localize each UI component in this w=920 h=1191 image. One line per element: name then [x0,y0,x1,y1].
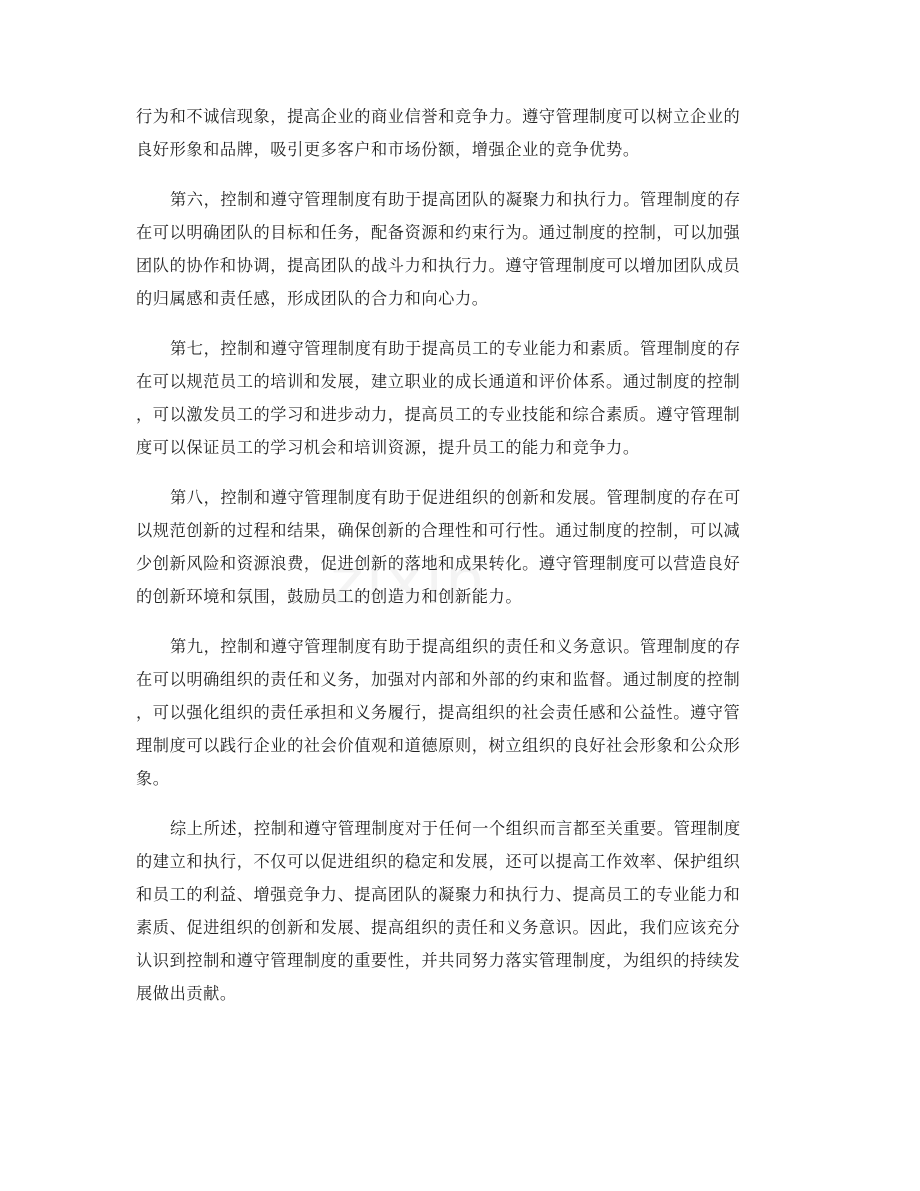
text-line: 在可以明确团队的目标和任务，配备资源和约束行为。通过制度的控制，可以加强 [136,223,741,242]
text-line: 在可以规范员工的培训和发展，建立职业的成长通道和评价体系。通过制度的控制 [136,372,741,391]
text-line: 以规范创新的过程和结果，确保创新的合理性和可行性。通过制度的控制，可以减 [136,521,741,540]
text-line: ，可以激发员工的学习和进步动力，提高员工的专业技能和综合素质。遵守管理制 [136,405,741,424]
text-line: 象。 [136,769,170,788]
text-line: 的归属感和责任感，形成团队的合力和向心力。 [136,289,489,308]
paragraph [136,183,784,315]
text-line: 的创新环境和氛围，鼓励员工的创造力和创新能力。 [136,587,523,606]
text-line: ，可以强化组织的责任承担和义务履行，提高组织的社会责任感和公益性。遵守管 [136,703,741,722]
text-line: 行为和不诚信现象，提高企业的商业信誉和竞争力。遵守管理制度可以树立企业的 [136,107,741,126]
text-line: 团队的协作和协调，提高团队的战斗力和执行力。遵守管理制度可以增加团队成员 [136,256,741,275]
text-line: 素质、促进组织的创新和发展、提高组织的责任和义务意识。因此，我们应该充分 [136,918,741,937]
text-line: 的建立和执行，不仅可以促进组织的稳定和发展，还可以提高工作效率、保护组织 [136,852,741,871]
text-line: 第九，控制和遵守管理制度有助于提高组织的责任和义务意识。管理制度的存 [170,637,741,656]
text-line: 第八，控制和遵守管理制度有助于促进组织的创新和发展。管理制度的存在可 [170,488,741,507]
text-line: 认识到控制和遵守管理制度的重要性，并共同努力落实管理制度，为组织的持续发 [136,951,741,970]
text-line: 和员工的利益、增强竞争力、提高团队的凝聚力和执行力、提高员工的专业能力和 [136,885,741,904]
text-line: 理制度可以践行企业的社会价值观和道德原则，树立组织的良好社会形象和公众形 [136,736,741,755]
document-body [136,100,784,1027]
text-line: 良好形象和品牌，吸引更多客户和市场份额，增强企业的竞争优势。 [136,140,640,159]
text-line: 综上所述，控制和遵守管理制度对于任何一个组织而言都至关重要。管理制度 [170,819,741,838]
text-line: 少创新风险和资源浪费，促进创新的落地和成果转化。遵守管理制度可以营造良好 [136,554,741,573]
text-line: 度可以保证员工的学习机会和培训资源，提升员工的能力和竞争力。 [136,438,640,457]
text-line: 第六，控制和遵守管理制度有助于提高团队的凝聚力和执行力。管理制度的存 [170,190,741,209]
paragraph [136,481,784,613]
text-line: 在可以明确组织的责任和义务，加强对内部和外部的约束和监督。通过制度的控制 [136,670,741,689]
text-line: 展做出贡献。 [136,984,237,1003]
paragraph [136,100,784,166]
paragraph [136,332,784,464]
text-line: 第七，控制和遵守管理制度有助于提高员工的专业能力和素质。管理制度的存 [170,339,741,358]
paragraph [136,812,784,1010]
paragraph [136,630,784,795]
